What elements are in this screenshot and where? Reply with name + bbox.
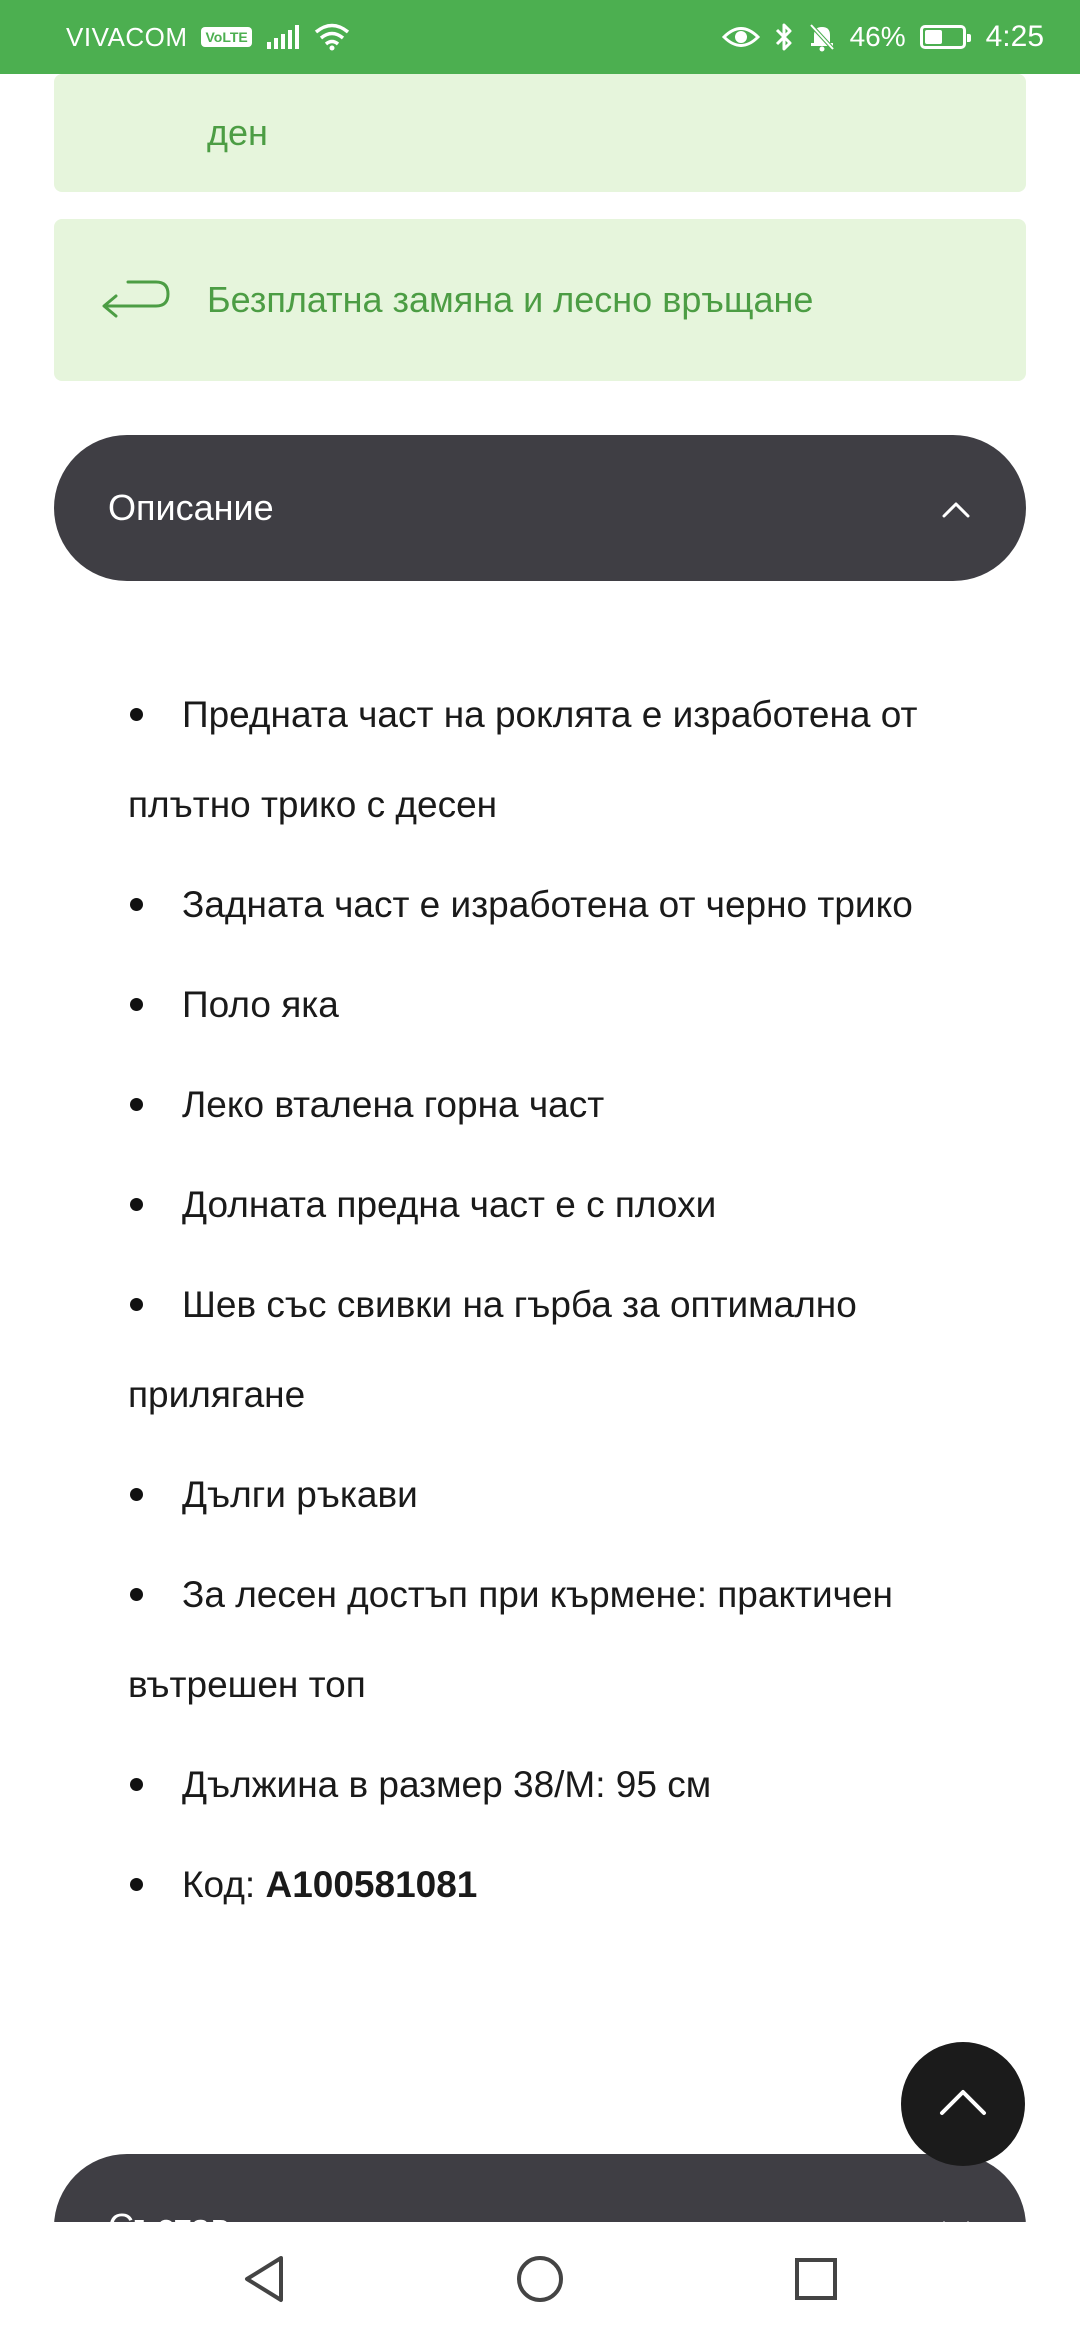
product-code-item: [128, 1840, 968, 1930]
nav-home-button[interactable]: [513, 2254, 567, 2308]
battery-icon: [920, 25, 966, 49]
wifi-icon: [314, 23, 350, 51]
description-accordion-title: Описание: [108, 487, 274, 528]
return-info-card: [54, 219, 1026, 381]
nav-recents-button[interactable]: [789, 2254, 843, 2308]
list-item: Поло яка: [128, 960, 968, 1050]
list-item: Дълги ръкави: [128, 1450, 968, 1540]
bell-off-icon: [808, 22, 836, 52]
volte-badge: VoLTE: [201, 27, 251, 47]
description-accordion-header[interactable]: [54, 435, 1026, 581]
list-item: За лесен достъп при кърмене: практичен вътрешен топ: [128, 1550, 968, 1730]
description-list: [128, 670, 968, 1940]
chevron-up-icon: [938, 2087, 988, 2122]
list-item: Леко вталена горна част: [128, 1060, 968, 1150]
bluetooth-icon: [774, 22, 794, 52]
recents-square-icon: [793, 2256, 839, 2307]
signal-icon: [266, 24, 300, 50]
list-item: Шев със свивки на гърба за оптимално прилягане: [128, 1260, 968, 1440]
list-item: Предната част на роклята е изработена от плътно трико с десен: [128, 670, 968, 850]
system-nav-bar: [0, 2222, 1080, 2340]
nav-back-button[interactable]: [237, 2254, 291, 2308]
chevron-up-icon: [940, 487, 972, 529]
product-code-label: Код:: [182, 1864, 256, 1905]
battery-level-fill: [925, 30, 942, 44]
eye-icon: [722, 24, 760, 50]
delivery-info-card: [54, 74, 1026, 192]
scroll-to-top-button[interactable]: [901, 2042, 1025, 2166]
carrier-name: VIVACOM: [66, 21, 188, 52]
product-code-value: A100581081: [265, 1864, 478, 1905]
return-info-text: Безплатна замяна и лесно връщане: [207, 279, 814, 320]
battery-percent: 46%: [849, 21, 906, 52]
list-item: Задната част е изработена от черно трико: [128, 860, 968, 950]
return-arrow-icon: [98, 270, 174, 330]
home-circle-icon: [515, 2254, 565, 2309]
list-item: Долната предна част е с плохи: [128, 1160, 968, 1250]
delivery-info-text: ден: [207, 112, 268, 153]
clock: 4:25: [985, 20, 1044, 53]
back-triangle-icon: [241, 2254, 287, 2309]
status-bar: [0, 0, 1080, 74]
list-item: Дължина в размер 38/M: 95 см: [128, 1740, 968, 1830]
